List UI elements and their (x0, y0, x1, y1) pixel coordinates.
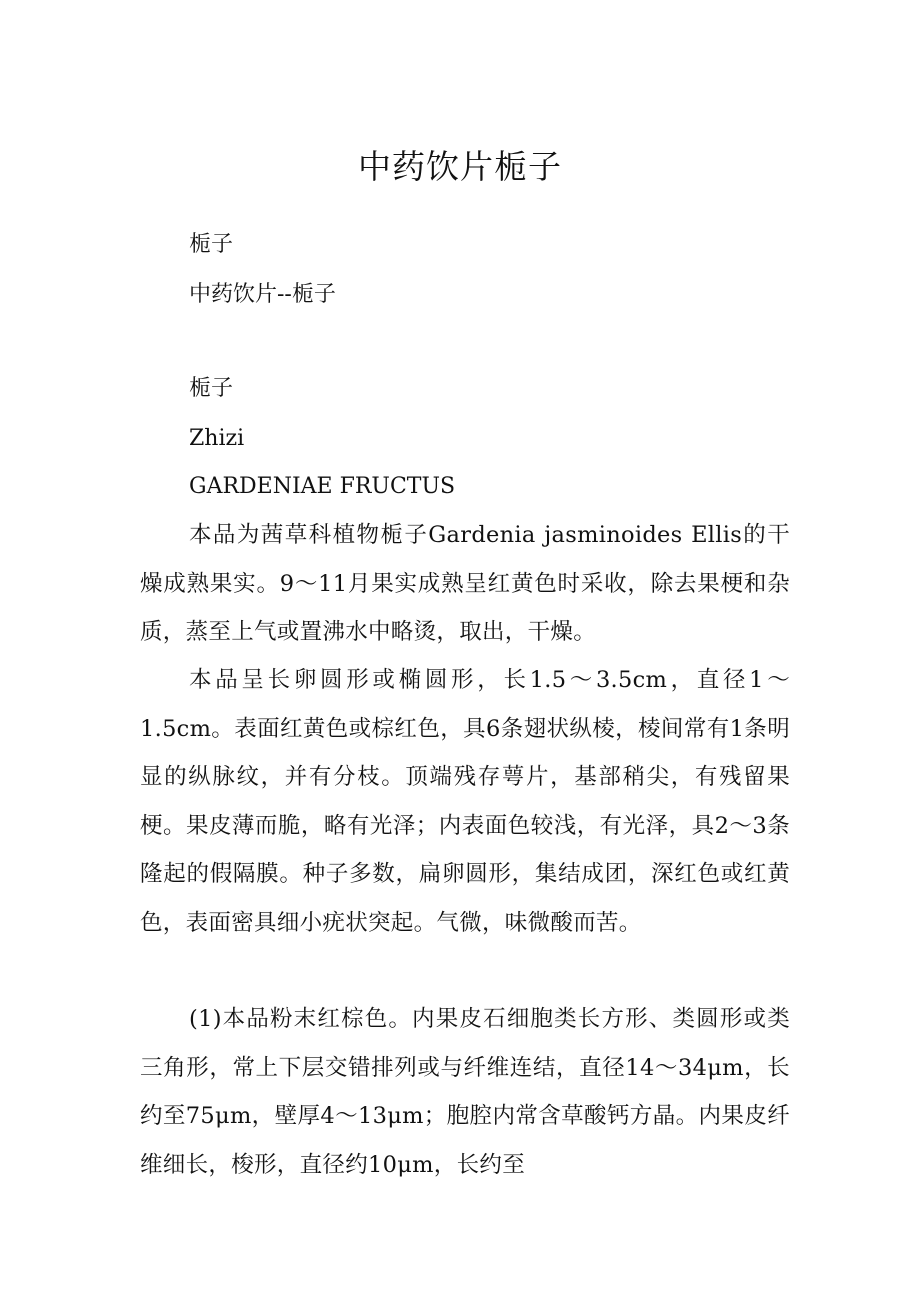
paragraph-description: 本品呈长卵圆形或椭圆形，长1.5～3.5cm，直径1～1.5cm。表面红黄色或棕红色，具6条翅状纵棱，棱间常有1条明显的纵脉纹，并有分枝。顶端残存萼片，基部稍尖，有残留果梗。果皮薄而脆，略有光泽；内表面色较浅，有光泽，具2～3条隆起的假隔膜。种子多数，扁卵圆形，集结成团，深红色或红黄色，表面密具细小疣状突起。气微，味微酸而苦。 (140, 667, 790, 936)
text-line-subtitle: 中药饮片--栀子 (189, 282, 336, 307)
document-title: 中药饮片栀子 (358, 147, 562, 186)
text-line-pinyin: Zhizi (189, 426, 245, 451)
text-line-latin-name: GARDENIAE FRUCTUS (189, 474, 456, 499)
text-line-zhizi-heading: 栀子 (189, 376, 234, 401)
text-line-zhizi: 栀子 (189, 232, 234, 257)
paragraph-identification: (1)本品粉末红棕色。内果皮石细胞类长方形、类圆形或类三角形，常上下层交错排列或与纤维连结，直径14～34μm，长约至75μm，壁厚4～13μm；胞腔内常含草酸钙方晶。内果皮纤维细长，梭形，直径约10μm，长约至 (140, 1006, 790, 1178)
paragraph-source: 本品为茜草科植物栀子Gardenia jasminoides Ellis的干燥成熟果实。9～11月果实成熟呈红黄色时采收，除去果梗和杂质，蒸至上气或置沸水中略烫，取出，干燥。 (140, 522, 790, 645)
